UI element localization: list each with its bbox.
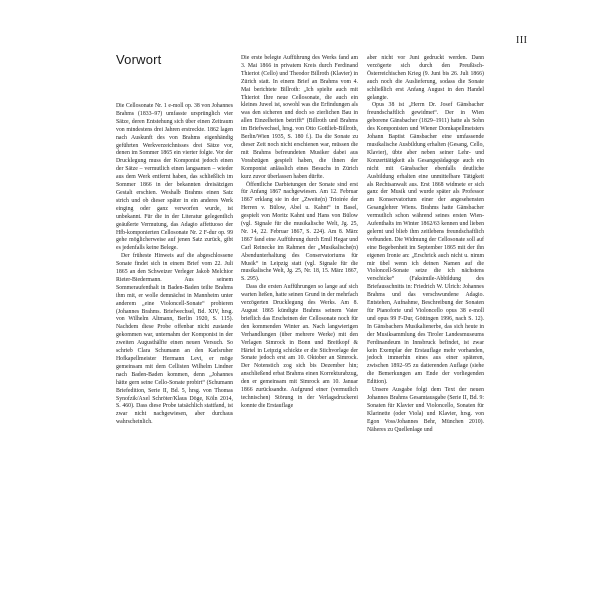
text-column-1 bbox=[116, 103, 233, 427]
text-column-2 bbox=[241, 55, 358, 411]
paragraph: Die erste belegte Aufführung des Werks fand am 3. Mai 1866 in privatem Kreis durch Ferdinand Thieriot (Cello) und Theodor Billroth (Klavier) in Zürich statt. In einem Brief an Brahms vom 4. Mai berichtete Billroth: „Ich spielte auch mit Thieriot Ihre neue Cellosonate, die auch ein kleines Juwel ist, sowohl was die Erfindungen als was den sicheren und doch so zierlichen Bau in allen Einzelheiten betrifft“ (Billroth und Brahms im Briefwechsel, hrsg. von Otto Gottlieb-Billroth, Berlin/Wien 1935, S. 180 f.). Da die Sonate zu dieser Zeit noch nicht erschienen war, müssen die mit Brahms befreundeten Musiker dabei aus Vorabzügen gespielt haben, die ihnen der Komponist anlässlich eines Besuchs in Zürich kurz zuvor überlassen haben dürfte. bbox=[241, 55, 358, 180]
paragraph: Unsere Ausgabe folgt dem Text der neuen Johannes Brahms Gesamtausgabe (Serie II, Bd. 9: Sonaten für Klavier und Violoncello, Sonaten für Klarinette (oder Viola) und Klavier, hrsg. von Egon Voss/Johannes Behr, München 2010). Näheres zu Quellenlage und bbox=[367, 387, 484, 433]
paragraph: Opus 38 ist „Herrn Dr. Josef Gänsbacher freundschaftlich gewidmet“. Der in Wien geborene Gänsbacher (1829–1911) hatte als Sohn des Komponisten und Wiener Domkapellmeisters Johann Baptist Gänsbacher eine umfassende musikalische Ausbildung erhalten (Gesang, Cello, Klavier), übte aber neben seiner Lehr- und Konzerttätigkeit als Gesangspädagoge auch ein nicht mit Gänsbacher ebenfalls deutliche Ausbildung erhalten eine unmittelbare Tätigkeit als Rechtsanwalt aus. Erst 1868 widmete er sich ganz der Musik und wurde später als Professor am Konservatorium einer der angesehensten Gesanglehrer Wiens. Brahms hatte Gänsbacher vermutlich schon während seines ersten Wien-Aufenthalts im Winter 1862/63 kennen und lieben gelernt und blieb ihm zeitlebens freundschaftlich verbunden. Die Widmung der Cellosonate soll auf eine Begebenheit im September 1865 mit der ihn eigenen Ironie an: „Erschrick auch nicht u. nimm mir übel wenn ich deinen Namen auf die Violoncell-Sonate setze die ich nächstens verschicke“ (Faksimile-Abbildung des Briefausschnitts in: Friedrich W. Ulrich: Johannes Brahms und das verschwundene Adagio. Entstehen, Aufnahme, Beschreibung der Sonaten für Pianoforte und Violoncello opus 38 e-moll und opus 99 F-Dur, Göttingen 1996, nach S. 12). In Gänsbachers Musikalienerbe, das sich heute in der Musiksammlung des Tiroler Landesmuseums Ferdinandeum in Innsbruck befindet, ist zwar kein Exemplar der Erstauflage mehr vorhanden, jedoch immerhin eines aus einer späteren, zwischen 1892–95 zu datierenden Auflage (siehe die Bemerkungen am Ende der vorliegenden Edition). bbox=[367, 102, 484, 386]
paragraph: Die Cellosonate Nr. 1 e-moll op. 38 von Johannes Brahms (1833–97) umfasste ursprünglich vier Sätze, deren Entstehung sich über einen Zeitraum von mindestens drei Jahren erstreckte. 1862 lagen nach Auskunft des von Brahms eigenhändig geführten Werkverzeichnisses drei Sätze vor, denen im Sommer 1865 ein vierter folgte. Vor der Drucklegung muss der Komponist jedoch einen der Sätze – vermutlich einen langsamen – wieder aus dem Werk entfernt haben, das schließlich im Sommer 1866 in der bekannten dreisätzigen Gestalt erschien. Weshalb Brahms einen Satz strich und ob dieser später in ein anderes Werk einging oder ganz verworfen wurde, ist unbekannt. Für die in der Literatur gelegentlich geäußerte Vermutung, das Adagio affettuoso der Hfb-komponierten Cellosonate Nr. 2 F-dur op. 99 gehe möglicherweise auf jenen Satz zurück, gibt es jedenfalls keine Belege. bbox=[116, 103, 233, 252]
paragraph: Dass die ersten Aufführungen so lange auf sich warten ließen, hatte seinen Grund in der mehrfach verzögerten Drucklegung des Werks. Am 8. August 1865 kündigte Brahms seinem Vater brieflich das Erscheinen der Cellosonate noch für den kommenden Winter an. Nach langwierigen Verhandlungen (über mehrere Werke) mit den Verlagen Simrock in Bonn und Breitkopf & Härtel in Leipzig schickte er die Stichvorlage der Sonate jedoch erst am 10. Oktober an Simrock. Der Notenstich zog sich bis Dezember hin; anschließend erbat Brahms einen Korrekturabzug, den er gemeinsam mit Simrock am 10. Januar 1866 zurücksandte. Aufgrund einer (vermutlich technischen) Störung in der Verlagsdruckerei konnte die Erstauflage bbox=[241, 284, 358, 409]
page-title: Vorwort bbox=[116, 52, 162, 67]
paragraph: aber nicht vor Juni gedruckt werden. Dann verzögerte sich durch den Preußisch-Österreichischen Krieg (9. Juni bis 26. Juli 1866) auch noch die Auslieferung, sodass die Sonate schließlich erst Anfang August in den Handel gelangte. bbox=[367, 55, 484, 101]
paragraph: Öffentliche Darbietungen der Sonate sind erst für Anfang 1867 nachgewiesen. Am 12. Februar 1867 erklang sie in der „Zweite(n) Trioirée der Herren v. Bülow, Abel u. Kahnt“ in Basel, gespielt von Moritz Kahnt und Hans von Bülow (vgl. Signale für die musikalische Welt, Jg. 25, Nr. 14, 22. Februar 1867, S. 224). Am 8. März 1867 fand eine Aufführung durch Emil Hegar und Carl Reinecke im Rahmen der „Musikalische(n) Abendunterhaltung des Conservatoriums für Musik“ in Leipzig statt (vgl. Signale für die musikalische Welt, Jg. 25, Nr. 18, 15. März 1867, S. 295). bbox=[241, 181, 358, 283]
text-column-3 bbox=[367, 55, 484, 435]
page-number: III bbox=[516, 35, 528, 46]
paragraph: Der früheste Hinweis auf die abgeschlossene Sonate findet sich in einem Brief vom 22. Juli 1865 an den Schweizer Verleger Jakob Melchior Rieter-Biedermann. Aus seinem Sommeraufenthalt in Baden-Baden teilte Brahms ihm mit, er wolle demnächst in Mannheim unter anderem „eine Violoncell-Sonate“ probieren (Johannes Brahms. Briefwechsel, Bd. XIV, hrsg. von Wilhelm Altmann, Berlin 1920, S. 115). Nachdem diese Probe offenbar nicht zustande gekommen war, unternahm der Komponist in der zweiten Augusthälfte einen neuen Versuch. So schrieb Clara Schumann an den Karlsruher Hofkapellmeister Hermann Levi, er möge gemeinsam mit dem Cellisten Wilhelm Lindner nach Baden-Baden kommen, denn „Johannes hätte gern seine Cello-Sonate probirt“ (Schumann Briefedition, Serie II, Bd. 5, hrsg. von Thomas Synofzik/Axel Schröter/Klaus Döge, Köln 2014, S. 460). Dass diese Probe tatsächlich stattfand, ist zwar nicht nachgewiesen, aber durchaus wahrscheinlich. bbox=[116, 253, 233, 426]
